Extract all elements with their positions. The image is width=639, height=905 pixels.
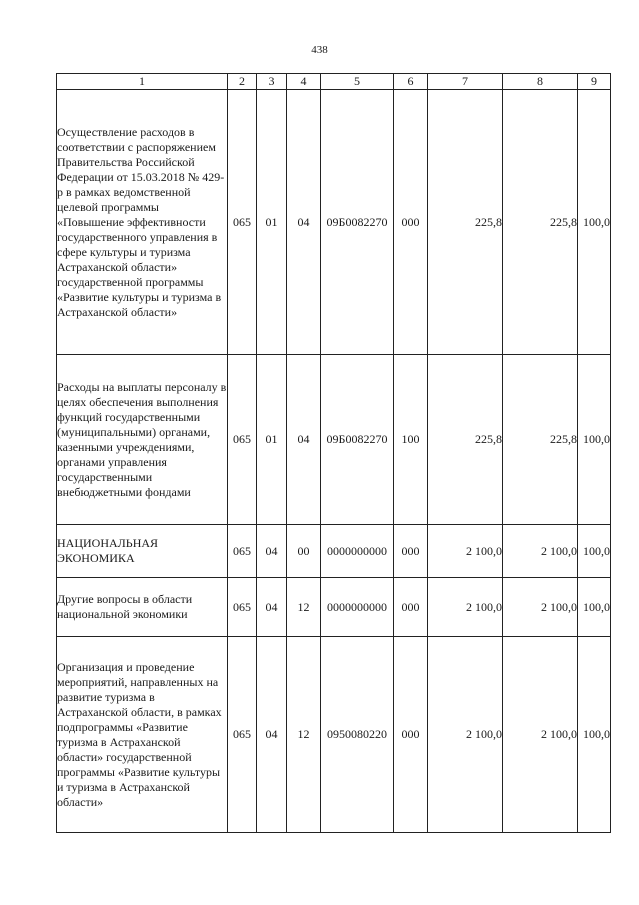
- section-cell: 01: [257, 355, 287, 525]
- admin-code-cell: 065: [228, 525, 257, 578]
- target-article-cell: 0000000000: [321, 578, 394, 637]
- header-cell: 3: [257, 74, 287, 90]
- subsection-cell: 12: [287, 578, 321, 637]
- percent-cell: 100,0: [578, 90, 611, 355]
- percent-cell: 100,0: [578, 525, 611, 578]
- subsection-cell: 00: [287, 525, 321, 578]
- row-name-cell: НАЦИОНАЛЬНАЯ ЭКОНОМИКА: [57, 525, 228, 578]
- plan-amount-cell: 2 100,0: [428, 637, 503, 833]
- header-cell: 8: [503, 74, 578, 90]
- subsection-cell: 12: [287, 637, 321, 833]
- expense-type-cell: 000: [394, 525, 428, 578]
- actual-amount-cell: 225,8: [503, 355, 578, 525]
- header-row: [57, 74, 611, 90]
- section-cell: 04: [257, 525, 287, 578]
- target-article-cell: 09Б0082270: [321, 355, 394, 525]
- percent-cell: 100,0: [578, 578, 611, 637]
- header-cell: 6: [394, 74, 428, 90]
- actual-amount-cell: 225,8: [503, 90, 578, 355]
- plan-amount-cell: 225,8: [428, 355, 503, 525]
- row-name-cell: Расходы на выплаты персоналу в целях обеспечения выполнения функций государственными (муниципальными) органами, казенными учреждениями, органами управления государственными внебюджетными фондами: [57, 355, 228, 525]
- table-row: [57, 578, 611, 637]
- expense-type-cell: 100: [394, 355, 428, 525]
- expense-type-cell: 000: [394, 578, 428, 637]
- expense-type-cell: 000: [394, 90, 428, 355]
- section-cell: 04: [257, 637, 287, 833]
- table-row: [57, 525, 611, 578]
- header-cell: 4: [287, 74, 321, 90]
- section-cell: 04: [257, 578, 287, 637]
- plan-amount-cell: 225,8: [428, 90, 503, 355]
- target-article-cell: 09Б0082270: [321, 90, 394, 355]
- budget-table: [56, 73, 611, 833]
- admin-code-cell: 065: [228, 90, 257, 355]
- target-article-cell: 0950080220: [321, 637, 394, 833]
- header-cell: 7: [428, 74, 503, 90]
- section-cell: 01: [257, 90, 287, 355]
- subsection-cell: 04: [287, 90, 321, 355]
- target-article-cell: 0000000000: [321, 525, 394, 578]
- admin-code-cell: 065: [228, 355, 257, 525]
- expense-type-cell: 000: [394, 637, 428, 833]
- subsection-cell: 04: [287, 355, 321, 525]
- header-cell: 9: [578, 74, 611, 90]
- row-name-cell: Другие вопросы в области национальной экономики: [57, 578, 228, 637]
- table-row: [57, 90, 611, 355]
- actual-amount-cell: 2 100,0: [503, 637, 578, 833]
- admin-code-cell: 065: [228, 637, 257, 833]
- actual-amount-cell: 2 100,0: [503, 525, 578, 578]
- row-name-cell: Организация и проведение мероприятий, направленных на развитие туризма в Астраханской области, в рамках подпрограммы «Развитие туризма в Астраханской области» государственной программы «Развитие культуры и туризма в Астраханской области»: [57, 637, 228, 833]
- plan-amount-cell: 2 100,0: [428, 525, 503, 578]
- table-row: [57, 355, 611, 525]
- admin-code-cell: 065: [228, 578, 257, 637]
- header-cell: 2: [228, 74, 257, 90]
- plan-amount-cell: 2 100,0: [428, 578, 503, 637]
- percent-cell: 100,0: [578, 355, 611, 525]
- header-cell: 1: [57, 74, 228, 90]
- page-number: 438: [311, 44, 328, 56]
- header-cell: 5: [321, 74, 394, 90]
- actual-amount-cell: 2 100,0: [503, 578, 578, 637]
- percent-cell: 100,0: [578, 637, 611, 833]
- row-name-cell: Осуществление расходов в соответствии с распоряжением Правительства Российской Федерации от 15.03.2018 № 429-р в рамках ведомственной целевой программы «Повышение эффективности государственного управления в сфере культуры и туризма Астраханской области» государственной программы «Развитие культуры и туризма в Астраханской области»: [57, 90, 228, 355]
- table-row: [57, 637, 611, 833]
